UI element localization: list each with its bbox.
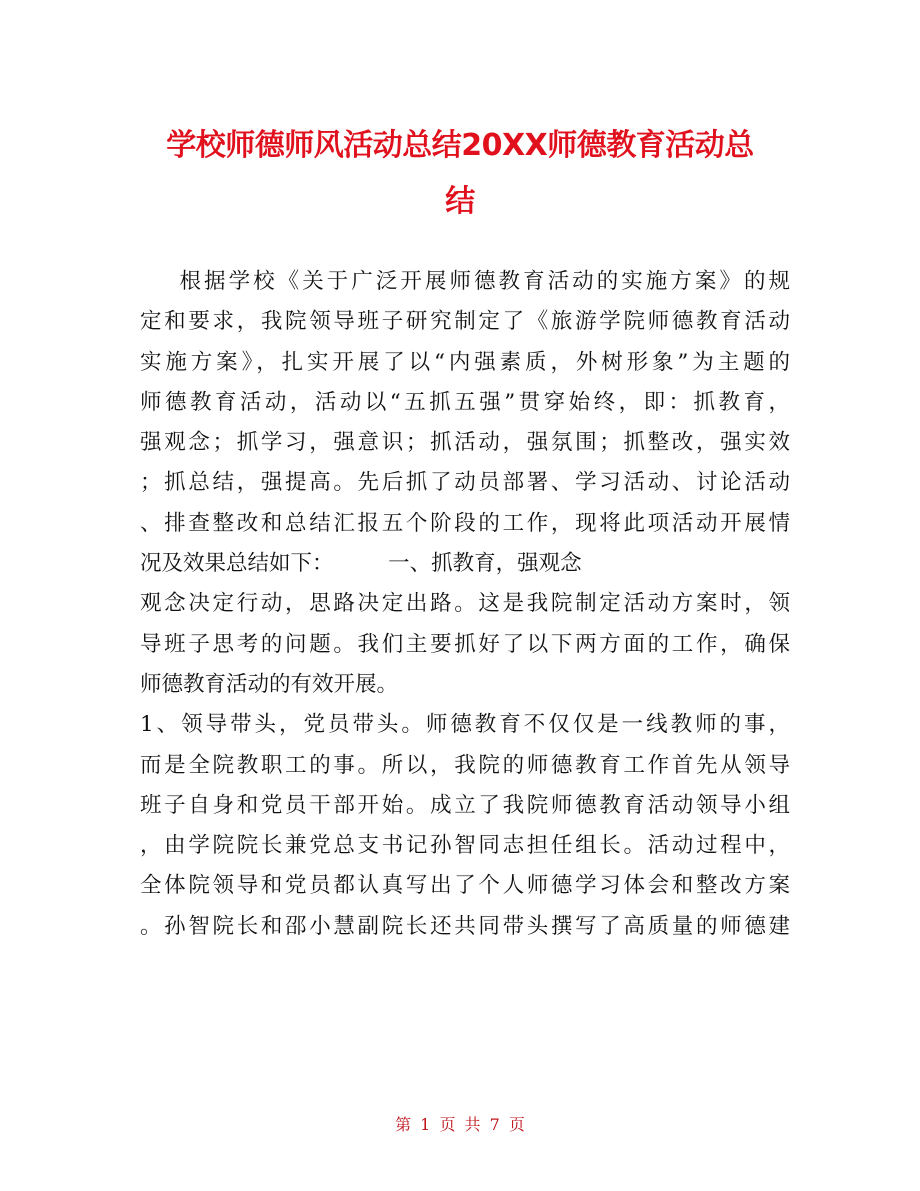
body-line: 师德教育活动，活动以“五抓五强”贯穿始终，即：抓教育， <box>140 389 790 415</box>
body-line: 1、领导带头，党员带头。师德教育不仅仅是一线教师的事， <box>140 712 790 738</box>
body-line: 实施方案》，扎实开展了以“内强素质，外树形象”为主题的 <box>140 349 790 375</box>
body-line: 强观念；抓学习，强意识；抓活动，强氛围；抓整改，强实效 <box>140 430 790 456</box>
body-line: 而是全院教职工的事。所以，我院的师德教育工作首先从领导 <box>140 752 790 778</box>
body-line: 根据学校《关于广泛开展师德教育活动的实施方案》的规 <box>140 269 790 294</box>
body-line: 导班子思考的问题。我们主要抓好了以下两方面的工作，确保 <box>140 631 790 657</box>
title-line-2: 结 <box>445 184 475 219</box>
body-line: 班子自身和党员干部开始。成立了我院师德教育活动领导小组 <box>140 792 790 818</box>
document-title <box>120 118 800 230</box>
body-line: 况及效果总结如下： 一、抓教育，强观念 <box>140 551 582 577</box>
body-line: 师德教育活动的有效开展。 <box>140 671 399 697</box>
body-line: 定和要求，我院领导班子研究制定了《旅游学院师德教育活动 <box>140 309 790 335</box>
body-line: 、排查整改和总结汇报五个阶段的工作，现将此项活动开展情 <box>140 510 790 536</box>
document-body <box>140 262 790 947</box>
body-line: ，由学院院长兼党总支书记孙智同志担任组长。活动过程中， <box>140 833 790 859</box>
page-number-footer: 第 1 页 共 7 页 <box>395 1115 525 1134</box>
body-line: 观念决定行动，思路决定出路。这是我院制定活动方案时，领 <box>140 591 790 617</box>
title-line-1: 学校师德师风活动总结20XX师德教育活动总 <box>166 128 754 163</box>
body-line: ；抓总结，强提高。先后抓了动员部署、学习活动、讨论活动 <box>140 470 790 496</box>
body-line: 全体院领导和党员都认真写出了个人师德学习体会和整改方案 <box>140 873 790 899</box>
body-line: 。孙智院长和邵小慧副院长还共同带头撰写了高质量的师德建 <box>140 913 790 939</box>
